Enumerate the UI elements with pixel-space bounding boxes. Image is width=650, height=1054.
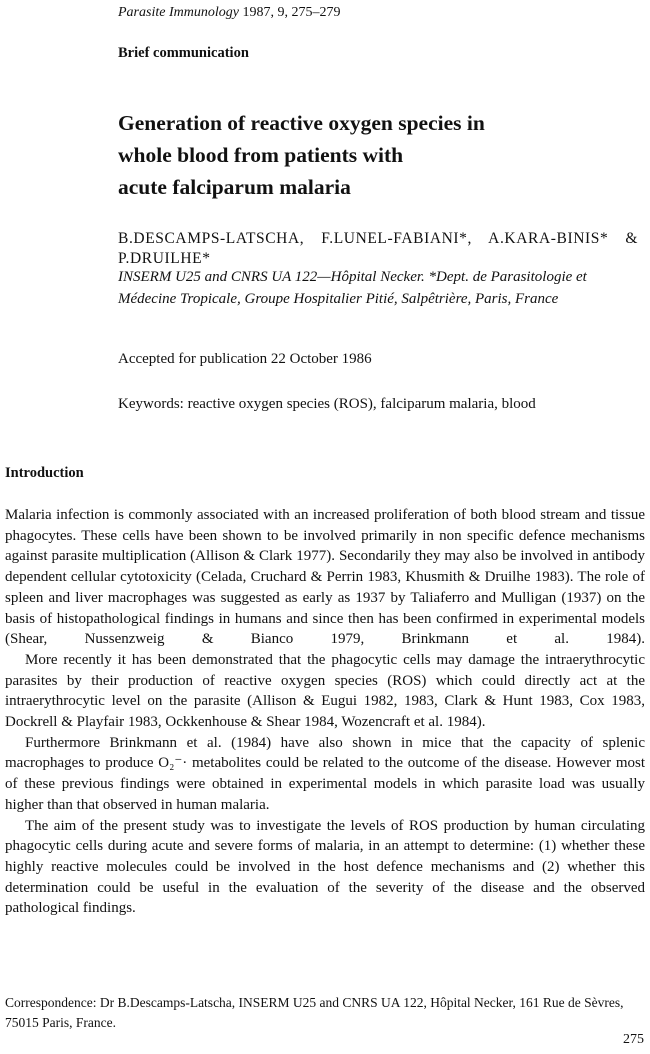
keywords: Keywords: reactive oxygen species (ROS), falciparum malaria, blood <box>118 396 536 412</box>
page-number: 275 <box>623 1032 644 1047</box>
correspondence-footnote: Correspondence: Dr B.Descamps-Latscha, INSERM U25 and CNRS UA 122, Hôpital Necker, 161 Rue de Sèvres, 75015 Paris, France. <box>5 995 624 1030</box>
title-line: Generation of reactive oxygen species in <box>118 111 485 135</box>
paragraph: The aim of the present study was to investigate the levels of ROS production by human circulating phagocytic cells during acute and severe forms of malaria, in an attempt to determine: (1) whether these highly reactive molecules could be involved in the host defence mechanisms and (2) whether this determination could be useful in the evaluation of the severity of the disease and the observed pathological findings. <box>5 817 645 917</box>
paragraph: Furthermore Brinkmann et al. (1984) have also shown in mice that the capacity of splenic macrophages to produce O₂⁻· metabolites could be related to the outcome of the disease. However most of these previous findings were obtained in experimental models in which parasite load was usually higher than that observed in human malaria. <box>5 734 645 813</box>
journal-citation <box>118 5 340 21</box>
affiliation: INSERM U25 and CNRS UA 122—Hôpital Necker. *Dept. de Parasitologie et Médecine Tropicale, Groupe Hospitalier Pitié, Salpêtrière, Paris, France <box>118 269 587 307</box>
author-list: B.DESCAMPS-LATSCHA, F.LUNEL-FABIANI*, A.KARA-BINIS* & P.DRUILHE* <box>118 230 638 267</box>
section-label: Brief communication <box>118 45 249 61</box>
accepted-date: Accepted for publication 22 October 1986 <box>118 351 372 367</box>
title-line: acute falciparum malaria <box>118 175 351 199</box>
article-title <box>118 107 638 203</box>
introduction-body <box>5 505 645 919</box>
volume-pages: 1987, 9, 275–279 <box>242 5 341 20</box>
journal-name: Parasite Immunology <box>118 5 239 20</box>
title-line: whole blood from patients with <box>118 143 404 167</box>
section-heading-introduction: Introduction <box>5 465 84 481</box>
paragraph: Malaria infection is commonly associated with an increased proliferation of both blood stream and tissue phagocytes. These cells have been shown to be involved primarily in non specific defence mechanisms against parasite multiplication (Allison & Clark 1977). Secondarily they may also be involved in antibody dependent cellular cytotoxicity (Celada, Cruchard & Perrin 1983, Khusmith & Druilhe 1983). The role of spleen and liver macrophages was suggested as early as 1937 by Taliaferro and Mulligan (1937) on the basis of histopathological findings in humans and since then has been confirmed in experimental models (Shear, Nussenzweig & Bianco 1979, Brinkmann et al. 1984). <box>5 507 645 648</box>
paragraph: More recently it has been demonstrated that the phagocytic cells may damage the intraerythrocytic parasites by their production of reactive oxygen species (ROS) which could directly act at the intraerythrocytic level on the parasite (Allison & Eugui 1982, 1983, Clark & Hunt 1983, Cox 1983, Dockrell & Playfair 1983, Ockkenhouse & Shear 1984, Wozencraft et al. 1984). <box>5 651 645 731</box>
